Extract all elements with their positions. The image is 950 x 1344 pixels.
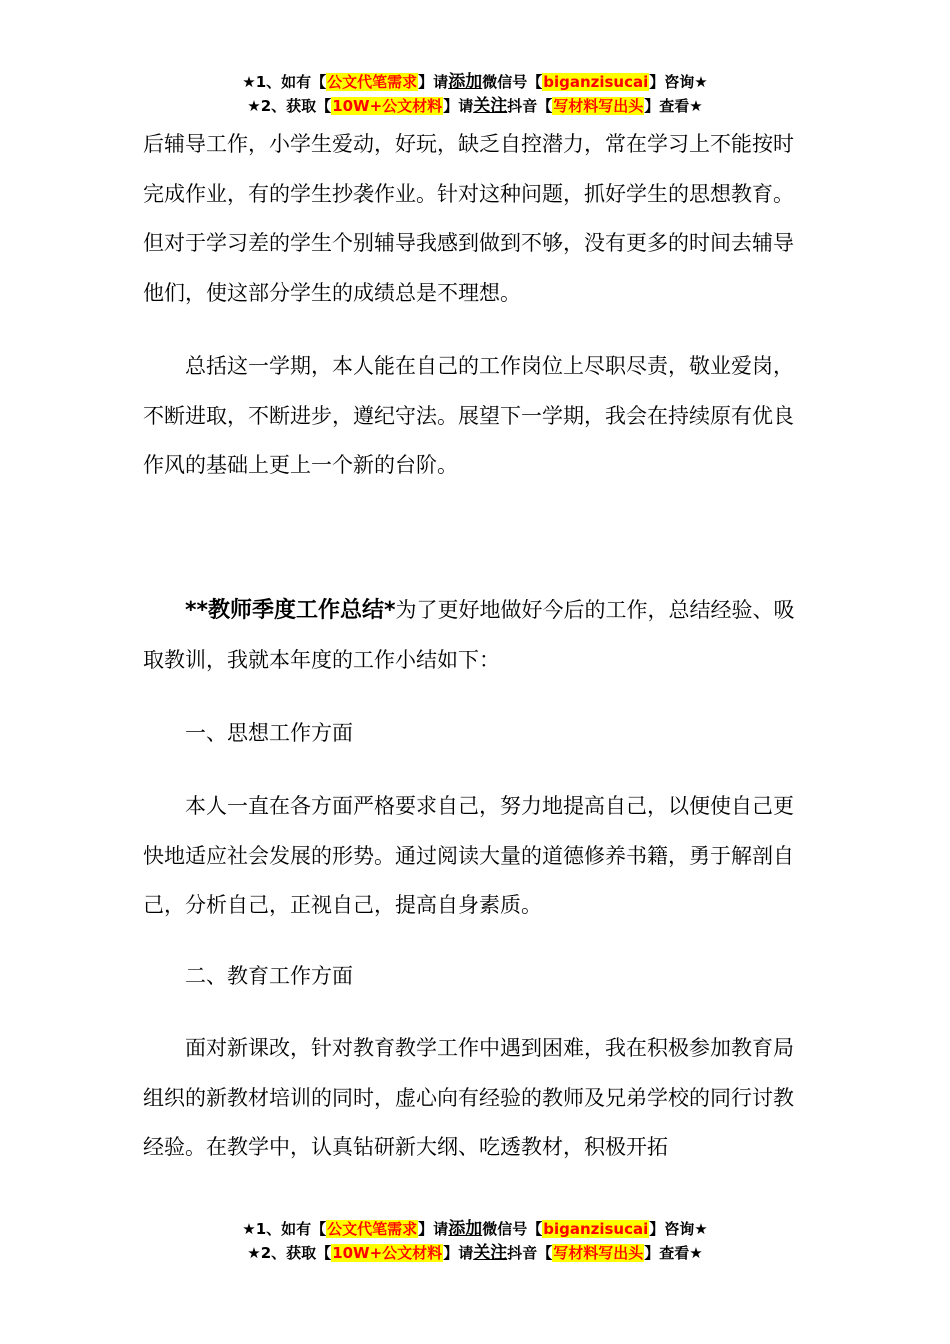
- heading-education-work: 二、教育工作方面: [185, 964, 353, 988]
- banner-line-1: ★1、如有【公文代笔需求】请添加微信号【biganzisucai】咨询★: [242, 72, 708, 92]
- highlight-douyin: 写材料写出头: [553, 1244, 644, 1262]
- highlight-service: 公文代笔需求: [327, 1220, 418, 1238]
- highlight-materials: 10W+公文材料: [332, 1244, 443, 1262]
- heading-thought-work: 一、思想工作方面: [185, 721, 353, 745]
- footer-banner: [0, 1217, 950, 1265]
- highlight-wechat-id: biganzisucai: [543, 73, 649, 91]
- star-icon: ★: [242, 73, 256, 91]
- paragraph-2: 总括这一学期，本人能在自己的工作岗位上尽职尽责，敬业爱岗，不断进取，不断进步，遵纪守法。展望下一学期，我会在持续原有优良作风的基础上更上一个新的台阶。: [143, 354, 794, 477]
- highlight-douyin: 写材料写出头: [553, 97, 644, 115]
- highlight-service: 公文代笔需求: [327, 73, 418, 91]
- star-icon: ★: [247, 1244, 261, 1262]
- section-title: **教师季度工作总结*: [185, 598, 396, 623]
- banner-line-2: ★2、获取【10W+公文材料】请关注抖音【写材料写出头】查看★: [247, 1243, 703, 1263]
- paragraph-4: 本人一直在各方面严格要求自己，努力地提高自己，以便使自己更快地适应社会发展的形势。通过阅读大量的道德修养书籍，勇于解剖自己，分析自己，正视自己，提高自身素质。: [143, 794, 794, 917]
- highlight-wechat-id: biganzisucai: [543, 1220, 649, 1238]
- paragraph-1: 后辅导工作，小学生爱动，好玩，缺乏自控潜力，常在学习上不能按时完成作业，有的学生抄袭作业。针对这种问题，抓好学生的思想教育。但对于学习差的学生个别辅导我感到做到不够，没有更多的时间去辅导他们，使这部分学生的成绩总是不理想。: [143, 132, 794, 305]
- paragraph-5: 面对新课改，针对教育教学工作中遇到困难，我在积极参加教育局组织的新教材培训的同时，虚心向有经验的教师及兄弟学校的同行讨教经验。在教学中，认真钻研新大纲、吃透教材，积极开拓: [143, 1036, 794, 1159]
- highlight-materials: 10W+公文材料: [332, 97, 443, 115]
- star-icon: ★: [247, 97, 261, 115]
- banner-line-2: ★2、获取【10W+公文材料】请关注抖音【写材料写出头】查看★: [247, 96, 703, 116]
- paragraph-3: **教师季度工作总结*为了更好地做好今后的工作，总结经验、吸取教训，我就本年度的工作小结如下：: [143, 598, 795, 672]
- header-banner: [0, 70, 950, 118]
- banner-line-1: ★1、如有【公文代笔需求】请添加微信号【biganzisucai】咨询★: [242, 1219, 708, 1239]
- star-icon: ★: [242, 1220, 256, 1238]
